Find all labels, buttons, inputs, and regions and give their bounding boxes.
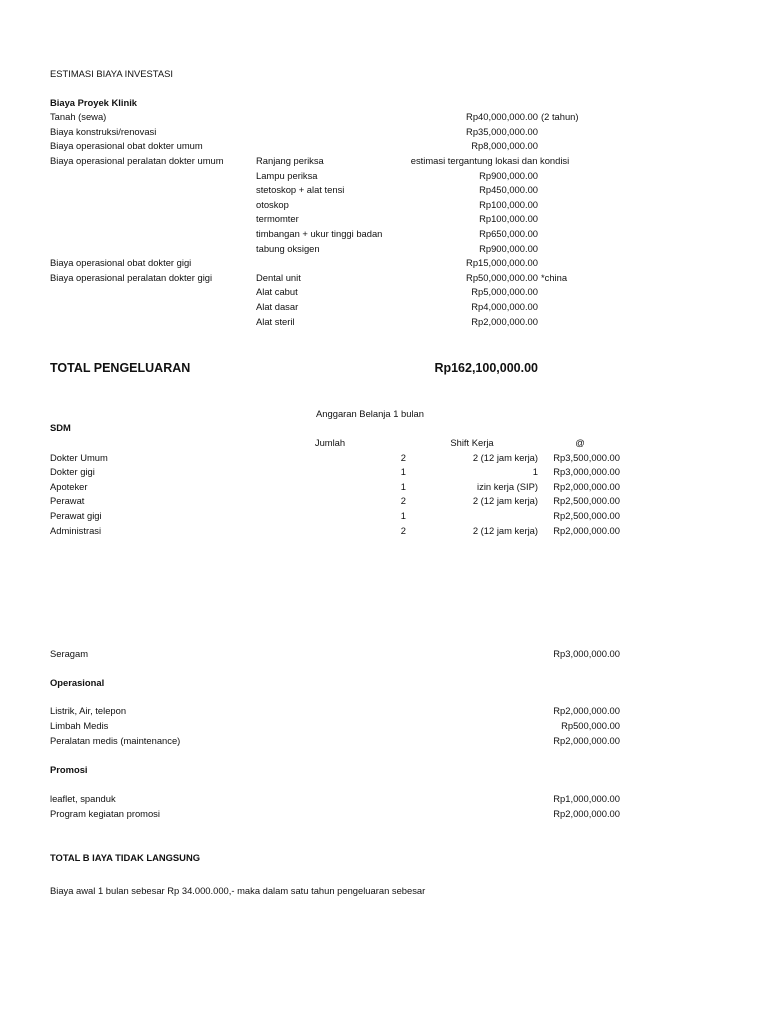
row-item: Alat dasar	[256, 301, 299, 312]
row-value: Rp900,000.00	[479, 243, 538, 254]
sdm-role: Perawat	[50, 495, 85, 506]
row-item: stetoskop + alat tensi	[256, 184, 345, 195]
sdm-shift: 2 (12 jam kerja)	[472, 495, 538, 506]
row-value: Rp650,000.00	[479, 228, 538, 239]
row-value: Rp2,000,000.00	[471, 316, 538, 327]
row-label: Biaya konstruksi/renovasi	[50, 126, 157, 137]
row-item: Lampu periksa	[256, 170, 318, 181]
sdm-role: Apoteker	[50, 481, 88, 492]
row-value: Rp900,000.00	[479, 170, 538, 181]
row-note: (2 tahun)	[541, 111, 579, 122]
operasional-label: Listrik, Air, telepon	[50, 705, 127, 716]
row-value: Rp100,000.00	[479, 213, 538, 224]
col-header-jumlah: Jumlah	[314, 437, 346, 448]
row-item: otoskop	[256, 199, 289, 210]
operasional-label: Peralatan medis (maintenance)	[50, 735, 181, 746]
row-value: Rp450,000.00	[479, 184, 538, 195]
sdm-rate: Rp3,500,000.00	[553, 452, 620, 463]
row-item: timbangan + ukur tinggi badan	[256, 228, 383, 239]
promosi-heading: Promosi	[50, 764, 88, 775]
operasional-value: Rp500,000.00	[561, 720, 620, 731]
row-note: *china	[541, 272, 568, 283]
row-item: Alat steril	[256, 316, 295, 327]
row-value: Rp35,000,000.00	[466, 126, 538, 137]
row-label: Tanah (sewa)	[50, 111, 107, 122]
row-value: Rp50,000,000.00	[466, 272, 538, 283]
row-item: Alat cabut	[256, 286, 298, 297]
promosi-value: Rp1,000,000.00	[553, 793, 620, 804]
row-item: Ranjang periksa	[256, 155, 324, 166]
col-header-rate: @	[575, 437, 585, 448]
sdm-rate: Rp2,000,000.00	[553, 525, 620, 536]
sdm-role: Administrasi	[50, 525, 102, 536]
promosi-label: Program kegiatan promosi	[50, 808, 160, 819]
sdm-rate: Rp2,000,000.00	[553, 481, 620, 492]
row-label: Biaya operasional peralatan dokter gigi	[50, 272, 213, 283]
promosi-label: leaflet, spanduk	[50, 793, 116, 804]
sdm-jumlah: 1	[400, 466, 406, 477]
seragam-value: Rp3,000,000.00	[553, 648, 620, 659]
row-item: Dental unit	[256, 272, 301, 283]
seragam-label: Seragam	[50, 648, 89, 659]
sdm-role: Dokter Umum	[50, 452, 108, 463]
promosi-value: Rp2,000,000.00	[553, 808, 620, 819]
row-value: Rp40,000,000.00	[466, 111, 538, 122]
sdm-shift: izin kerja (SIP)	[477, 481, 538, 492]
row-label: Biaya operasional peralatan dokter umum	[50, 155, 224, 166]
operasional-label: Limbah Medis	[50, 720, 109, 731]
sdm-jumlah: 2	[400, 525, 406, 536]
operasional-heading: Operasional	[50, 677, 105, 688]
row-item: tabung oksigen	[256, 243, 320, 254]
row-item: termomter	[256, 213, 299, 224]
row-value: estimasi tergantung lokasi dan kondisi	[410, 155, 570, 166]
row-value: Rp15,000,000.00	[466, 257, 538, 268]
row-value: Rp4,000,000.00	[471, 301, 538, 312]
sdm-jumlah: 1	[400, 481, 406, 492]
sdm-jumlah: 1	[400, 510, 406, 521]
sdm-rate: Rp2,500,000.00	[553, 510, 620, 521]
sdm-shift: 2 (12 jam kerja)	[472, 452, 538, 463]
row-value: Rp5,000,000.00	[471, 286, 538, 297]
sdm-role: Dokter gigi	[50, 466, 95, 477]
operasional-value: Rp2,000,000.00	[553, 735, 620, 746]
total-label: TOTAL PENGELUARAN	[50, 361, 191, 375]
sdm-shift: 1	[532, 466, 538, 477]
sdm-rate: Rp2,500,000.00	[553, 495, 620, 506]
budget-title: Anggaran Belanja 1 bulan	[316, 408, 424, 419]
sdm-role: Perawat gigi	[50, 510, 102, 521]
row-label: Biaya operasional obat dokter gigi	[50, 257, 192, 268]
section-heading-biaya-proyek: Biaya Proyek Klinik	[50, 97, 138, 108]
row-value: Rp8,000,000.00	[471, 140, 538, 151]
sdm-jumlah: 2	[400, 452, 406, 463]
sdm-shift: 2 (12 jam kerja)	[472, 525, 538, 536]
col-header-shift: Shift Kerja	[450, 437, 494, 448]
total-value: Rp162,100,000.00	[434, 361, 538, 375]
sdm-jumlah: 2	[400, 495, 406, 506]
sdm-rate: Rp3,000,000.00	[553, 466, 620, 477]
total-b-label: TOTAL B IAYA TIDAK LANGSUNG	[50, 852, 201, 863]
sdm-heading: SDM	[50, 422, 71, 433]
operasional-value: Rp2,000,000.00	[553, 705, 620, 716]
row-label: Biaya operasional obat dokter umum	[50, 140, 203, 151]
row-value: Rp100,000.00	[479, 199, 538, 210]
sheet-title: ESTIMASI BIAYA INVESTASI	[50, 68, 173, 79]
footer-note: Biaya awal 1 bulan sebesar Rp 34.000.000,- maka dalam satu tahun pengeluaran sebesar	[50, 885, 426, 896]
